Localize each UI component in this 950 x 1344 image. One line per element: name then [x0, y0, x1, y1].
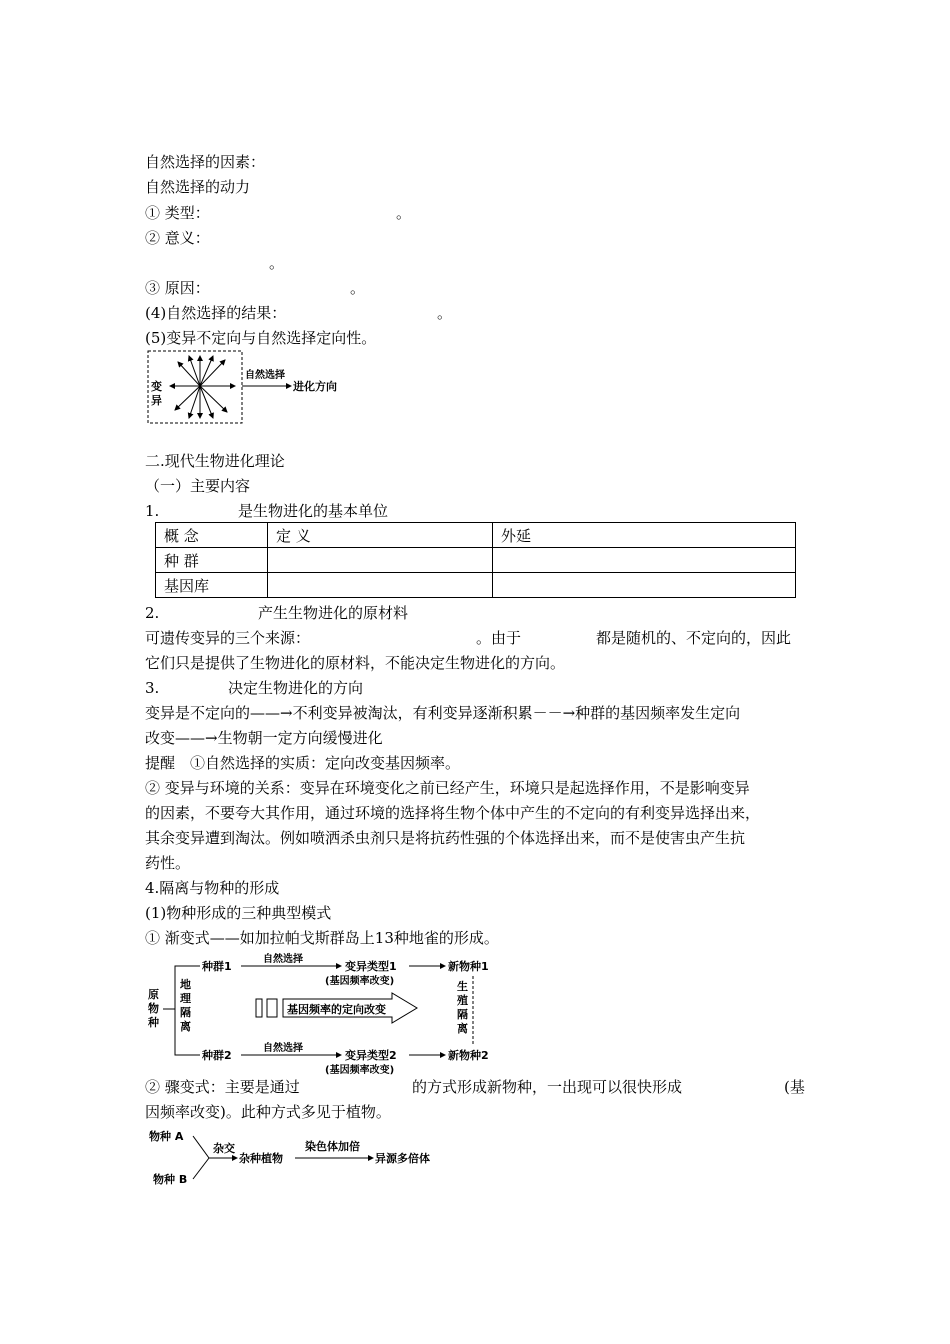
species-a: 物种 A	[149, 1130, 184, 1143]
tip-1: 提醒 ①自然选择的实质：定向改变基因频率。	[145, 754, 461, 772]
table-header-row	[156, 523, 796, 548]
table-header: 定 义	[268, 523, 493, 548]
variation-label-2: 异	[151, 394, 162, 407]
selection-chain-a: 变异是不定向的——→不利变异被淘汰，有利变异逐渐积累－－→种群的基因频率发生定向	[145, 704, 741, 722]
fading-block-1	[256, 999, 262, 1017]
power-heading: 自然选择的动力	[145, 178, 251, 196]
sources-text-d: 它们只是提供了生物进化的原材料，不能决定生物进化的方向。	[145, 654, 566, 672]
directional-change-label: 基因频率的定向改变	[287, 1003, 386, 1016]
table-cell	[268, 548, 493, 573]
sudden-mode-c: (基	[784, 1078, 805, 1096]
doubling-label: 染色体加倍	[305, 1140, 360, 1153]
freq-change-top: (基因频率改变)	[325, 976, 395, 987]
table-header: 外延	[493, 523, 796, 548]
selection-label-bottom: 自然选择	[263, 1043, 303, 1054]
geo-label-1: 地	[180, 978, 191, 991]
item-5: (5)变异不定向与自然选择定向性。	[145, 329, 377, 347]
sudden-mode-d: 因频率改变)。此种方式多见于植物。	[145, 1103, 391, 1121]
point-1-text: 是生物进化的基本单位	[238, 502, 389, 520]
table-row	[156, 573, 796, 598]
result-label: (4)自然选择的结果：	[145, 304, 287, 322]
cross-line-b	[193, 1158, 209, 1179]
meaning-label: ② 意义：	[145, 229, 210, 247]
sources-text-c: 都是随机的、不定向的，因此	[596, 629, 792, 647]
origin-label-3: 种	[148, 1016, 159, 1029]
cause-end: 。	[350, 279, 366, 297]
table-row	[156, 548, 796, 573]
point-3-number: 3.	[145, 679, 160, 697]
table-header: 概 念	[156, 523, 268, 548]
meaning-end: 。	[269, 254, 285, 272]
definition-table	[155, 522, 796, 598]
table-cell: 基因库	[156, 573, 268, 598]
dashed-box	[148, 351, 242, 423]
cross-line-a	[193, 1136, 209, 1158]
cause-label: ③ 原因：	[145, 279, 210, 297]
tip-2-line-1: ② 变异与环境的关系：变异在环境变化之前已经产生，环境只是起选择作用，不是影响变异	[145, 779, 750, 797]
population-2: 种群2	[202, 1049, 232, 1062]
repro-label-4: 离	[457, 1022, 468, 1035]
table-cell	[268, 573, 493, 598]
evolution-direction-label: 进化方向	[293, 380, 337, 393]
selection-chain-b: 改变——→生物朝一定方向缓慢进化	[145, 729, 383, 747]
gradual-mode: ① 渐变式——如加拉帕戈斯群岛上13种地雀的形成。	[145, 929, 499, 947]
point-3-text: 决定生物进化的方向	[228, 679, 364, 697]
hybrid-plant: 杂种植物	[239, 1152, 283, 1165]
point-4-1: (1)物种形成的三种典型模式	[145, 904, 332, 922]
sudden-mode-a: ② 骤变式：主要是通过	[145, 1078, 300, 1096]
geo-label-3: 隔	[180, 1006, 191, 1019]
selection-label-top: 自然选择	[263, 954, 303, 965]
point-2-text: 产生生物进化的原材料	[258, 604, 409, 622]
point-1-number: 1.	[145, 502, 160, 520]
sudden-mode-b: 的方式形成新物种，一出现可以很快形成	[412, 1078, 683, 1096]
tip-2-line-2: 的因素，不要夸大其作用，通过环境的选择将生物个体中产生的不定向的有利变异选择出来，	[145, 804, 761, 822]
allopolyploid: 异源多倍体	[375, 1152, 430, 1165]
variation-selection-diagram	[145, 348, 365, 428]
freq-change-bottom: (基因频率改变)	[325, 1065, 395, 1076]
geo-label-4: 离	[180, 1020, 191, 1033]
origin-label-2: 物	[148, 1002, 159, 1015]
type-label: ① 类型：	[145, 204, 210, 222]
selection-label: 自然选择	[245, 370, 285, 381]
population-1: 种群1	[202, 960, 232, 973]
table-cell	[493, 573, 796, 598]
factors-heading: 自然选择的因素：	[145, 153, 266, 171]
fading-block-2	[267, 999, 277, 1017]
table-cell: 种 群	[156, 548, 268, 573]
sources-text-a: 可遗传变异的三个来源：	[145, 629, 311, 647]
tip-2-line-3: 其余变异遭到淘汰。例如喷洒杀虫剂只是将抗药性强的个体选择出来，而不是使害虫产生抗	[145, 829, 746, 847]
point-2-number: 2.	[145, 604, 160, 622]
cross-label: 杂交	[213, 1142, 235, 1155]
variation-arrows	[170, 356, 235, 418]
point-4-heading: 4.隔离与物种的形成	[145, 879, 280, 897]
repro-label-3: 隔	[457, 1008, 468, 1021]
geo-label-2: 理	[180, 992, 191, 1005]
repro-label-1: 生	[457, 980, 468, 993]
table-cell	[493, 548, 796, 573]
variant-type-1: 变异类型1	[345, 960, 397, 973]
repro-label-2: 殖	[457, 994, 468, 1007]
section-2-heading: 二.现代生物进化理论	[145, 452, 285, 470]
tip-2-line-4: 药性。	[145, 854, 191, 872]
sources-text-b: 。由于	[476, 629, 522, 647]
gradual-speciation-diagram	[145, 952, 515, 1076]
new-species-1: 新物种1	[448, 960, 489, 973]
polyploid-diagram	[145, 1125, 455, 1190]
variation-label-1: 变	[151, 380, 162, 393]
new-species-2: 新物种2	[448, 1049, 489, 1062]
species-b: 物种 B	[153, 1173, 188, 1186]
type-end: 。	[396, 204, 412, 222]
result-end: 。	[437, 304, 453, 322]
main-content-heading: （一）主要内容	[145, 477, 251, 495]
variant-type-2: 变异类型2	[345, 1049, 397, 1062]
origin-label-1: 原	[148, 988, 159, 1001]
